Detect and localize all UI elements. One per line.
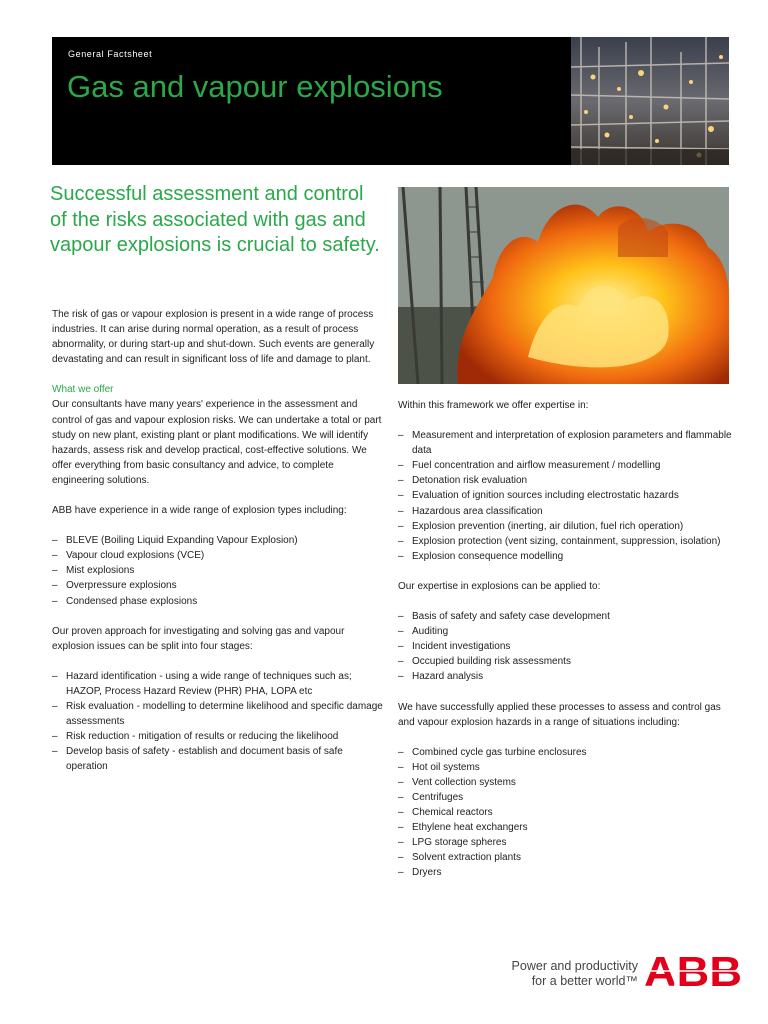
footer-tagline: [512, 959, 638, 989]
list-item: – Ethylene heat exchangers: [398, 822, 528, 834]
list-item: – Mist explosions: [52, 565, 135, 577]
list-item: – Measurement and interpretation of explosion parameters and flammable data: [398, 430, 732, 457]
list-item: – Basis of safety and safety case development: [398, 611, 610, 623]
tagline-line-2: for a better world™: [531, 974, 638, 988]
explosion-types-list: [52, 533, 384, 608]
expertise-list: [398, 428, 732, 564]
types-intro: ABB have experience in a wide range of explosion types including:: [52, 505, 347, 517]
list-item: – Explosion consequence modelling: [398, 550, 564, 562]
list-item: – Risk reduction - mitigation of results or reducing the likelihood: [52, 731, 339, 743]
list-item: – Vapour cloud explosions (VCE): [52, 550, 205, 562]
approach-intro: Our proven approach for investigating and solving gas and vapour explosion issues can be split into four stages:: [52, 625, 345, 652]
offer-paragraph: Our consultants have many years' experience in the assessment and control of gas and vapour explosion risks. We can undertake a total or part study on new plant, existing plant or plant modifications. We will identify hazards, assess risk and develop practical, cost-effective solutions. We offer everything from basic consultancy and advice, to complete engineering solutions.: [52, 399, 382, 486]
factsheet-label: General Factsheet: [68, 49, 153, 59]
page-title: Gas and vapour explosions: [67, 69, 443, 104]
intro-paragraph: The risk of gas or vapour explosion is present in a wide range of process industries. It can arise during normal operation, as a result of process abnormality, or during start-up and shut-down. Such events are generally devastating and can result in significant loss of life and damage to plant.: [52, 309, 375, 366]
list-item: – Overpressure explosions: [52, 580, 177, 592]
lead-statement: Successful assessment and control of the risks associated with gas and vapour explosions is crucial to safety.: [50, 183, 380, 256]
refinery-photo: [571, 37, 729, 165]
list-item: – BLEVE (Boiling Liquid Expanding Vapour Explosion): [52, 535, 298, 547]
list-item: – Incident investigations: [398, 641, 511, 653]
right-column: [398, 398, 732, 896]
list-item: – Evaluation of ignition sources including electrostatic hazards: [398, 490, 679, 502]
list-item: – Explosion prevention (inerting, air dilution, fuel rich operation): [398, 520, 684, 532]
stages-list: [52, 669, 384, 775]
list-item: – Occupied building risk assessments: [398, 656, 571, 668]
list-item: – Chemical reactors: [398, 807, 493, 819]
list-item: – Risk evaluation - modelling to determine likelihood and specific damage assessments: [52, 700, 383, 728]
list-item: – Hazardous area classification: [398, 505, 543, 517]
list-item: – Solvent extraction plants: [398, 852, 521, 864]
list-item: – Combined cycle gas turbine enclosures: [398, 746, 587, 758]
list-item: – Hazard identification - using a wide range of techniques such as; HAZOP, Process Hazard Review (PHR) PHA, LOPA etc: [52, 670, 352, 697]
list-item: – Hazard analysis: [398, 671, 484, 683]
list-item: – Centrifuges: [398, 791, 464, 803]
abb-logo: [644, 950, 742, 990]
applied-intro: Our expertise in explosions can be applied to:: [398, 580, 601, 592]
offer-heading: What we offer: [52, 384, 114, 396]
list-item: – LPG storage spheres: [398, 837, 507, 849]
list-item: – Condensed phase explosions: [52, 595, 198, 607]
list-item: – Dryers: [398, 867, 442, 879]
list-item: – Auditing: [398, 626, 449, 638]
tagline-line-1: Power and productivity: [511, 959, 638, 973]
list-item: – Vent collection systems: [398, 776, 516, 788]
explosion-fire-photo: [398, 187, 729, 384]
list-item: – Hot oil systems: [398, 761, 480, 773]
list-item: – Develop basis of safety - establish and document basis of safe operation: [52, 746, 343, 773]
left-column: [52, 307, 384, 789]
applications-list: [398, 609, 732, 684]
list-item: – Explosion protection (vent sizing, containment, suppression, isolation): [398, 535, 721, 547]
list-item: – Detonation risk evaluation: [398, 475, 528, 487]
situations-list: [398, 745, 732, 881]
header-banner: [52, 37, 729, 165]
situations-intro: We have successfully applied these processes to assess and control gas and vapour explosion hazards in a range of situations including:: [398, 701, 721, 728]
framework-intro: Within this framework we offer expertise in:: [398, 400, 589, 411]
svg-text:ABB: ABB: [644, 950, 742, 990]
list-item: – Fuel concentration and airflow measurement / modelling: [398, 460, 661, 472]
